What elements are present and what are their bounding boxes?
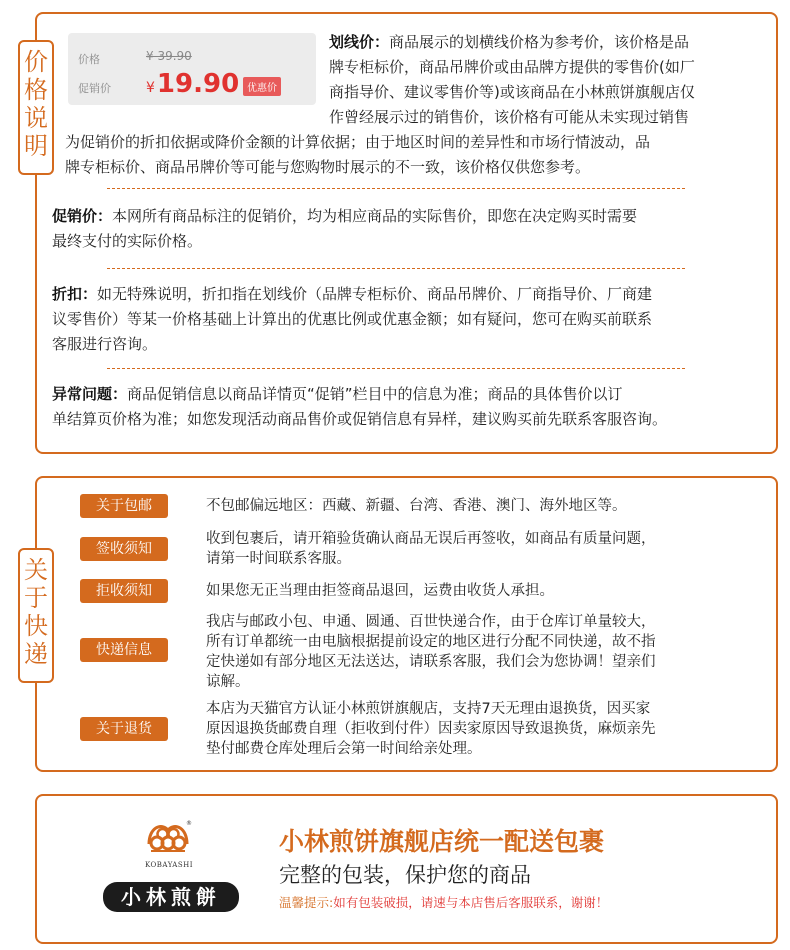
original-price-label: 价格: [78, 53, 100, 66]
strike-price-term: 划线价：: [329, 33, 390, 51]
tag-returns: 关于退货: [80, 717, 168, 741]
tag-courier-info: 快递信息: [80, 638, 168, 662]
courier-info-text: [206, 612, 766, 692]
text-line: 如果您无正当理由拒签商品退回，运费由收货人承担。: [206, 583, 554, 599]
text-line: 本店为天猫官方认证小林煎饼旗舰店，支持7天无理由退换货，因买家: [206, 701, 651, 717]
promo-price-label: 促销价: [78, 82, 111, 95]
text-line: 请第一时间联系客服。: [206, 551, 351, 567]
wordmark-text: 小林煎餅: [121, 885, 221, 909]
issue-para: [52, 382, 772, 432]
returns-text: [206, 699, 766, 759]
text-line: 定快递如有部分地区无法送达，请联系客服，我们会为您协调！望亲们: [206, 654, 656, 670]
text-line: 商指导价、建议零售价等)或该商品在小林煎饼旗舰店仅: [329, 83, 695, 101]
refusal-notice-text: [206, 581, 766, 601]
text-line: 为促销价的折扣依据或降价金额的计算依据；由于地区时间的差异性和市场行情波动，品: [65, 133, 651, 151]
logo-registered-mark: ®: [186, 820, 192, 827]
promo-price: [146, 70, 239, 102]
text-line: 商品展示的划横线价格为参考价，该价格是品: [389, 33, 690, 51]
divider: [107, 368, 685, 369]
strike-price-para-tail: [65, 130, 770, 180]
tip-label: 温馨提示:: [279, 895, 334, 910]
text-line: 牌专柜标价、商品吊牌价等可能与您购物时展示的不一致，该价格仅供您参考。: [65, 158, 591, 176]
free-shipping-text: [206, 496, 766, 516]
text-line: 牌专柜标价，商品吊牌价或由品牌方提供的零售价(如厂: [329, 58, 695, 76]
divider: [107, 268, 685, 269]
kobayashi-logo-icon: [143, 818, 193, 858]
side-label-char: 明: [24, 132, 48, 160]
side-label-char: 于: [24, 584, 48, 612]
text-line: 所有订单都统一由电脑根据提前设定的地区进行分配不同快递，故不指: [206, 634, 656, 650]
side-label-char: 格: [24, 76, 48, 104]
brand-title: 小林煎饼旗舰店统一配送包裹: [279, 827, 605, 856]
text-line: 客服进行咨询。: [52, 335, 158, 353]
text-line: 如无特殊说明，折扣指在划线价（品牌专柜标价、商品吊牌价、厂商指导价、厂商建: [97, 285, 653, 303]
text-line: 作曾经展示过的销售价，该价格有可能从未实现过销售: [329, 108, 690, 126]
brand-tip: [279, 893, 608, 911]
receipt-notice-text: [206, 529, 766, 569]
tip-text: 如有包装破损，请速与本店售后客服联系，谢谢！: [333, 895, 609, 910]
text-line: 谅解。: [206, 674, 250, 690]
promo-price-value: 19.90: [156, 69, 240, 99]
text-line: 收到包裹后，请开箱验货确认商品无误后再签收，如商品有质量问题，: [206, 531, 656, 547]
tag-refusal-notice: 拒收须知: [80, 579, 168, 603]
strike-price-para-head: [329, 30, 769, 130]
text-line: 原因退换货邮费自理（拒收到付件）因卖家原因导致退换货，麻烦亲先: [206, 721, 656, 737]
price-explanation-side-label: [18, 40, 54, 175]
kobayashi-wordmark-icon: [103, 882, 239, 912]
text-line: 我店与邮政小包、申通、圆通、百世快递合作，由于仓库订单量较大，: [206, 614, 656, 630]
text-line: 商品促销信息以商品详情页“促销”栏目中的信息为准；商品的具体售价以订: [127, 385, 623, 403]
issue-term: 异常问题：: [52, 385, 128, 403]
tag-receipt-notice: 签收须知: [80, 537, 168, 561]
promo-price-term: 促销价：: [52, 207, 113, 225]
tag-free-shipping: 关于包邮: [80, 494, 168, 518]
discount-term: 折扣：: [52, 285, 98, 303]
original-price: ¥ 39.90: [146, 49, 192, 63]
text-line: 不包邮偏远地区：西藏、新疆、台湾、香港、澳门、海外地区等。: [206, 498, 627, 514]
side-label-char: 递: [24, 640, 48, 668]
side-label-char: 价: [24, 48, 48, 76]
promo-price-para: [52, 204, 772, 254]
text-line: 最终支付的实际价格。: [52, 232, 203, 250]
divider: [107, 188, 685, 189]
side-label-char: 关: [24, 556, 48, 584]
brand-subtitle: 完整的包装，保护您的商品: [279, 863, 531, 887]
side-label-char: 说: [24, 104, 48, 132]
side-label-char: 快: [24, 612, 48, 640]
logo-text: KOBAYASHI: [145, 861, 193, 869]
text-line: 单结算页价格为准；如您发现活动商品售价或促销信息有异样，建议购买前先联系客服咨询。: [52, 410, 668, 428]
discount-badge: 优惠价: [243, 77, 281, 96]
text-line: 议零售价）等某一价格基础上计算出的优惠比例或优惠金额；如有疑问，您可在购买前联系: [52, 310, 653, 328]
text-line: 垫付邮费仓库处理后会第一时间给亲处理。: [206, 741, 482, 757]
currency-symbol: ¥: [146, 80, 155, 96]
shipping-side-label: [18, 548, 54, 683]
discount-para: [52, 282, 772, 357]
text-line: 本网所有商品标注的促销价，均为相应商品的实际售价，即您在决定购买时需要: [112, 207, 638, 225]
